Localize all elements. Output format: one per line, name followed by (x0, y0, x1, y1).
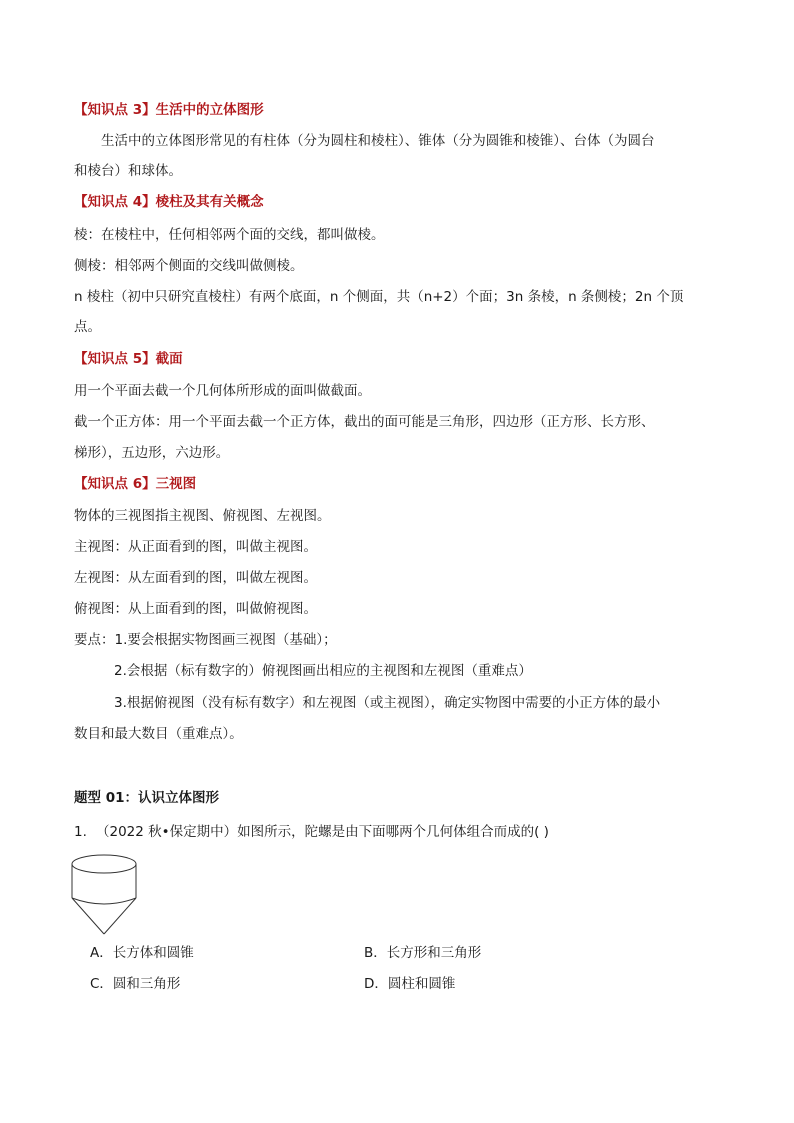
knowledge-point-6-line-4: 俯视图：从上面看到的图，叫做俯视图。 (74, 601, 317, 617)
option-b: B．长方形和三角形 (364, 945, 482, 961)
knowledge-point-6-key-points-line-3: 3.根据俯视图（没有标有数字）和左视图（或主视图），确定实物图中需要的小正方体的最小 (114, 695, 661, 711)
knowledge-point-4-heading: 【知识点 4】棱柱及其有关概念 (74, 194, 264, 210)
option-c: C．圆和三角形 (90, 976, 181, 992)
knowledge-point-6-line-3: 左视图：从左面看到的图，叫做左视图。 (74, 570, 317, 586)
knowledge-point-3-paragraph-line-1: 生活中的立体图形常见的有柱体（分为圆柱和棱柱）、锥体（分为圆锥和棱锥）、台体（为圆台 (101, 133, 655, 149)
option-a: A．长方体和圆锥 (90, 945, 194, 961)
cylinder-top-ellipse (72, 855, 136, 873)
knowledge-point-5-line-1: 用一个平面去截一个几何体所形成的面叫做截面。 (74, 383, 371, 399)
spinning-top-figure (68, 852, 140, 938)
spinning-top-figure-svg (68, 852, 140, 938)
knowledge-point-6-key-points-line-1: 要点：1.要会根据实物图画三视图（基础）； (74, 632, 337, 648)
question-text: （2022 秋•保定期中）如图所示，陀螺是由下面哪两个几何体组合而成的( ) (96, 824, 549, 840)
knowledge-point-4-line-2: 侧棱：相邻两个侧面的交线叫做侧棱。 (74, 258, 304, 274)
knowledge-point-5-line-3: 梯形），五边形，六边形。 (74, 445, 230, 461)
option-d: D．圆柱和圆锥 (364, 976, 456, 992)
knowledge-point-3-paragraph-line-2: 和棱台）和球体。 (74, 163, 182, 179)
knowledge-point-3-heading: 【知识点 3】生活中的立体图形 (74, 102, 264, 118)
knowledge-point-5-line-2: 截一个正方体：用一个平面去截一个正方体，截出的面可能是三角形，四边形（正方形、长方形、 (74, 414, 655, 430)
knowledge-point-5-heading: 【知识点 5】截面 (74, 351, 183, 367)
knowledge-point-6-key-points-line-4: 数目和最大数目（重难点）。 (74, 726, 243, 742)
knowledge-point-4-line-1: 棱：在棱柱中，任何相邻两个面的交线，都叫做棱。 (74, 227, 385, 243)
question-number: 1. (74, 824, 87, 840)
knowledge-point-4-line-3: n 棱柱（初中只研究直棱柱）有两个底面，n 个侧面，共（n+2）个面；3n 条棱，n 条侧棱；2n 个顶 (74, 289, 684, 305)
question-type-title: 题型 01：认识立体图形 (74, 790, 219, 806)
knowledge-point-4-line-4: 点。 (74, 319, 101, 335)
knowledge-point-6-key-points-line-2: 2.会根据（标有数字的）俯视图画出相应的主视图和左视图（重难点） (114, 663, 532, 679)
knowledge-point-6-line-1: 物体的三视图指主视图、俯视图、左视图。 (74, 508, 331, 524)
knowledge-point-6-line-2: 主视图：从正面看到的图，叫做主视图。 (74, 539, 317, 555)
knowledge-point-6-heading: 【知识点 6】三视图 (74, 476, 197, 492)
cylinder-bottom-arc (72, 898, 136, 904)
